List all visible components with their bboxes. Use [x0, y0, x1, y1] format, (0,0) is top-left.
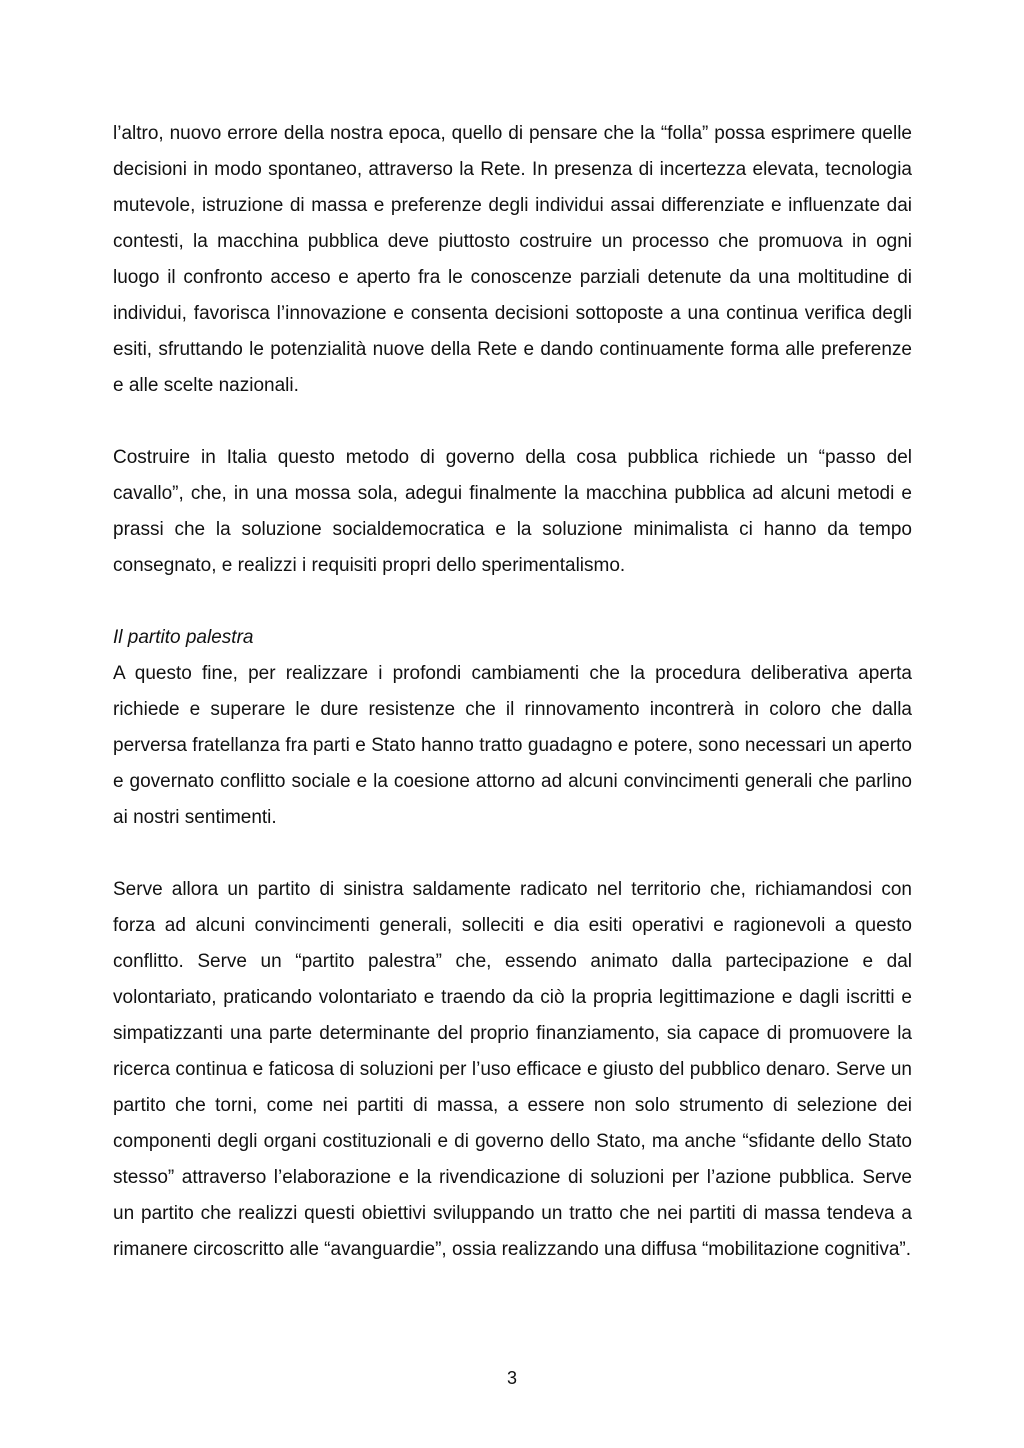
paragraph-3: A questo fine, per realizzare i profondi cambiamenti che la procedura deliberativa aperta richiede e superare le dure resistenze che il rinnovamento incontrerà in coloro che dalla perversa fratellanza fra parti e Stato hanno tratto guadagno e potere, sono necessari un aperto e governato conflitto sociale e la coesione attorno ad alcuni convincimenti generali che parlino ai nostri sentimenti. — [113, 663, 912, 828]
paragraph-1: l’altro, nuovo errore della nostra epoca, quello di pensare che la “folla” possa esprimere quelle decisioni in modo spontaneo, attraverso la Rete. In presenza di incertezza elevata, tecnologia mutevole, istruzione di massa e preferenze degli individui assai differenziate e influenzate dai contesti, la macchina pubblica deve piuttosto costruire un processo che promuova in ogni luogo il confronto acceso e aperto fra le conoscenze parziali detenute da una moltitudine di individui, favorisca l’innovazione e consenta decisioni sottoposte a una continua verifica degli esiti, sfruttando le potenzialità nuove della Rete e dando continuamente forma alle preferenze e alle scelte nazionali. — [113, 123, 912, 396]
paragraph-2: Costruire in Italia questo metodo di governo della cosa pubblica richiede un “passo del cavallo”, che, in una mossa sola, adegui finalmente la macchina pubblica ad alcuni metodi e prassi che la soluzione socialdemocratica e la soluzione minimalista ci hanno da tempo consegnato, e realizzi i requisiti propri dello sperimentalismo. — [113, 447, 912, 576]
document-page — [113, 116, 912, 1268]
section-heading: Il partito palestra — [113, 627, 254, 648]
page-number: 3 — [506, 1368, 517, 1388]
paragraph-4: Serve allora un partito di sinistra saldamente radicato nel territorio che, richiamandosi con forza ad alcuni convincimenti generali, solleciti e dia esiti operativi e ragionevoli a questo conflitto. Serve un “partito palestra” che, essendo animato dalla partecipazione e dal volontariato, praticando volontariato e traendo da ciò la propria legittimazione e dagli iscritti e simpatizzanti una parte determinante del proprio finanziamento, sia capace di promuovere la ricerca continua e faticosa di soluzioni per l’uso efficace e giusto del pubblico denaro. Serve un partito che torni, come nei partiti di massa, a essere non solo strumento di selezione dei componenti degli organi costituzionali e di governo dello Stato, ma anche “sfidante dello Stato stesso” attraverso l’elaborazione e la rivendicazione di soluzioni per l’azione pubblica. Serve un partito che realizzi questi obiettivi sviluppando un tratto che nei partiti di massa tendeva a rimanere circoscritto alle “avanguardie”, ossia realizzando una diffusa “mobilitazione cognitiva”. — [113, 879, 912, 1260]
